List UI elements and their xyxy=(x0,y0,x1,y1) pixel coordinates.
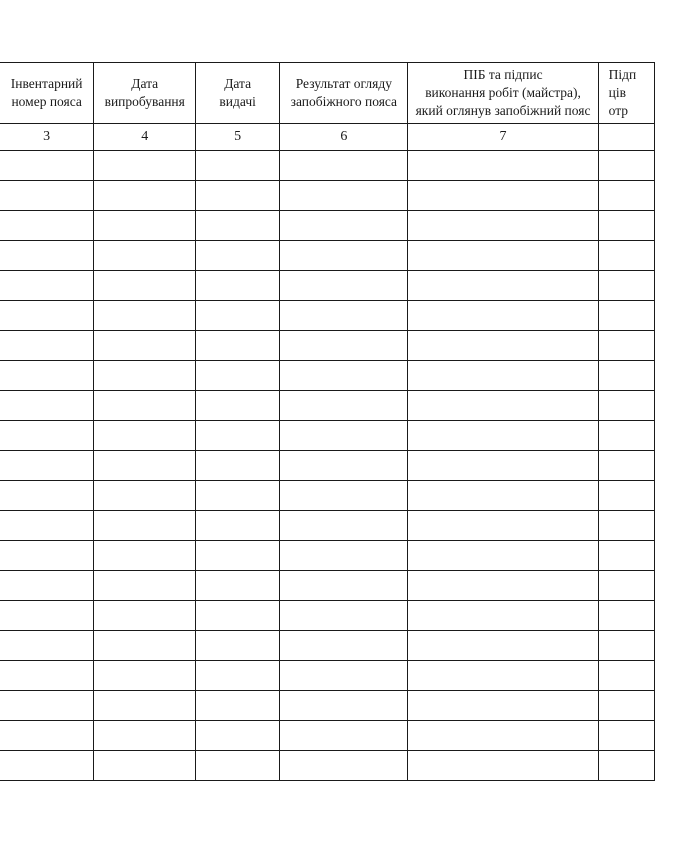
empty-cell xyxy=(94,691,196,721)
empty-cell xyxy=(196,271,280,301)
empty-cell xyxy=(280,481,408,511)
table-row xyxy=(0,571,655,601)
safety-belt-journal-table xyxy=(0,62,655,781)
empty-cell xyxy=(0,751,94,781)
header-recipient-signature-cut xyxy=(598,63,654,124)
empty-cell xyxy=(196,211,280,241)
empty-cell xyxy=(196,661,280,691)
column-number: 5 xyxy=(196,124,280,151)
empty-cell xyxy=(598,661,654,691)
empty-cell xyxy=(196,751,280,781)
empty-cell xyxy=(196,541,280,571)
empty-cell xyxy=(0,301,94,331)
table-row xyxy=(0,661,655,691)
empty-cell xyxy=(0,571,94,601)
empty-cell xyxy=(0,691,94,721)
empty-cell xyxy=(408,181,598,211)
empty-cell xyxy=(598,601,654,631)
table-row xyxy=(0,331,655,361)
table-row xyxy=(0,721,655,751)
empty-cell xyxy=(0,631,94,661)
empty-cell xyxy=(94,571,196,601)
column-number: 3 xyxy=(0,124,94,151)
empty-cell xyxy=(94,421,196,451)
table-header-row xyxy=(0,63,655,124)
empty-cell xyxy=(598,181,654,211)
empty-cell xyxy=(598,451,654,481)
empty-cell xyxy=(0,331,94,361)
empty-cell xyxy=(196,451,280,481)
empty-cell xyxy=(0,541,94,571)
empty-cell xyxy=(598,511,654,541)
empty-cell xyxy=(598,751,654,781)
empty-cell xyxy=(280,421,408,451)
empty-cell xyxy=(408,601,598,631)
empty-cell xyxy=(0,721,94,751)
empty-cell xyxy=(408,271,598,301)
empty-cell xyxy=(408,511,598,541)
empty-cell xyxy=(598,721,654,751)
empty-cell xyxy=(0,211,94,241)
empty-cell xyxy=(0,451,94,481)
empty-cell xyxy=(94,361,196,391)
empty-cell xyxy=(196,331,280,361)
column-number: 6 xyxy=(280,124,408,151)
table-row xyxy=(0,631,655,661)
table-row xyxy=(0,151,655,181)
header-inspection-result: Результат огляду запобіжного пояса xyxy=(280,63,408,124)
empty-cell xyxy=(408,691,598,721)
empty-cell xyxy=(408,241,598,271)
empty-cell xyxy=(94,481,196,511)
empty-cell xyxy=(196,601,280,631)
empty-cell xyxy=(408,721,598,751)
empty-cell xyxy=(280,631,408,661)
empty-cell xyxy=(0,511,94,541)
empty-cell xyxy=(94,511,196,541)
empty-cell xyxy=(94,211,196,241)
header-recipient-signature-text: Підп ців отр xyxy=(608,67,637,118)
empty-cell xyxy=(408,451,598,481)
empty-cell xyxy=(94,601,196,631)
empty-cell xyxy=(0,151,94,181)
empty-cell xyxy=(598,331,654,361)
empty-cell xyxy=(94,181,196,211)
empty-cell xyxy=(408,751,598,781)
table-row xyxy=(0,271,655,301)
empty-cell xyxy=(280,721,408,751)
table-row xyxy=(0,481,655,511)
empty-cell xyxy=(196,361,280,391)
empty-cell xyxy=(196,151,280,181)
empty-cell xyxy=(196,691,280,721)
empty-cell xyxy=(94,541,196,571)
empty-cell xyxy=(598,631,654,661)
empty-cell xyxy=(408,481,598,511)
empty-cell xyxy=(598,211,654,241)
empty-cell xyxy=(598,421,654,451)
empty-cell xyxy=(280,331,408,361)
table-row xyxy=(0,181,655,211)
empty-cell xyxy=(94,661,196,691)
empty-cell xyxy=(280,181,408,211)
empty-cell xyxy=(280,661,408,691)
empty-cell xyxy=(598,361,654,391)
empty-cell xyxy=(94,391,196,421)
empty-cell xyxy=(196,181,280,211)
empty-cell xyxy=(408,301,598,331)
empty-cell xyxy=(408,571,598,601)
table-row xyxy=(0,211,655,241)
empty-cell xyxy=(280,271,408,301)
empty-cell xyxy=(280,751,408,781)
empty-cell xyxy=(196,721,280,751)
empty-cell xyxy=(408,331,598,361)
empty-cell xyxy=(0,481,94,511)
empty-cell xyxy=(0,421,94,451)
empty-cell xyxy=(598,691,654,721)
empty-cell xyxy=(94,331,196,361)
empty-cell xyxy=(280,301,408,331)
column-number xyxy=(598,124,654,151)
empty-cell xyxy=(94,631,196,661)
empty-cell xyxy=(598,391,654,421)
table-row xyxy=(0,691,655,721)
empty-cell xyxy=(598,151,654,181)
empty-cell xyxy=(94,721,196,751)
empty-cell xyxy=(94,271,196,301)
header-test-date: Дата випробування xyxy=(94,63,196,124)
empty-cell xyxy=(280,451,408,481)
table-row xyxy=(0,601,655,631)
empty-cell xyxy=(94,751,196,781)
empty-cell xyxy=(0,241,94,271)
empty-cell xyxy=(280,391,408,421)
empty-cell xyxy=(196,421,280,451)
empty-cell xyxy=(408,541,598,571)
empty-cell xyxy=(280,211,408,241)
empty-cell xyxy=(196,391,280,421)
empty-cell xyxy=(280,151,408,181)
empty-cell xyxy=(280,601,408,631)
empty-cell xyxy=(408,391,598,421)
table-row xyxy=(0,751,655,781)
empty-cell xyxy=(0,361,94,391)
empty-cell xyxy=(408,211,598,241)
table-row xyxy=(0,451,655,481)
table-row xyxy=(0,421,655,451)
table-row xyxy=(0,361,655,391)
empty-cell xyxy=(196,241,280,271)
empty-cell xyxy=(598,301,654,331)
empty-cell xyxy=(0,601,94,631)
empty-cell xyxy=(408,421,598,451)
empty-cell xyxy=(598,241,654,271)
table-row xyxy=(0,541,655,571)
empty-cell xyxy=(280,241,408,271)
empty-cell xyxy=(196,301,280,331)
empty-cell xyxy=(408,631,598,661)
empty-cell xyxy=(0,271,94,301)
empty-cell xyxy=(598,541,654,571)
empty-cell xyxy=(196,481,280,511)
table-row xyxy=(0,301,655,331)
empty-cell xyxy=(0,391,94,421)
empty-cell xyxy=(598,271,654,301)
empty-cell xyxy=(408,661,598,691)
table-row xyxy=(0,391,655,421)
table-row xyxy=(0,511,655,541)
empty-cell xyxy=(196,571,280,601)
empty-cell xyxy=(598,571,654,601)
empty-cell xyxy=(0,661,94,691)
column-number-row xyxy=(0,124,655,151)
empty-cell xyxy=(196,511,280,541)
empty-cell xyxy=(94,151,196,181)
column-number: 7 xyxy=(408,124,598,151)
empty-cell xyxy=(280,511,408,541)
empty-cell xyxy=(280,541,408,571)
empty-cell xyxy=(94,451,196,481)
empty-cell xyxy=(408,151,598,181)
empty-cell xyxy=(280,571,408,601)
empty-cell xyxy=(280,691,408,721)
empty-cell xyxy=(196,631,280,661)
header-inventory-number: Інвентарний номер пояса xyxy=(0,63,94,124)
column-number: 4 xyxy=(94,124,196,151)
empty-cell xyxy=(94,301,196,331)
empty-cell xyxy=(280,361,408,391)
header-inspector-name-signature: ПІБ та підпис виконання робіт (майстра), який оглянув запобіжний пояс xyxy=(408,63,598,124)
empty-cell xyxy=(598,481,654,511)
header-issue-date: Дата видачі xyxy=(196,63,280,124)
empty-cell xyxy=(0,181,94,211)
empty-cell xyxy=(408,361,598,391)
table-row xyxy=(0,241,655,271)
empty-cell xyxy=(94,241,196,271)
